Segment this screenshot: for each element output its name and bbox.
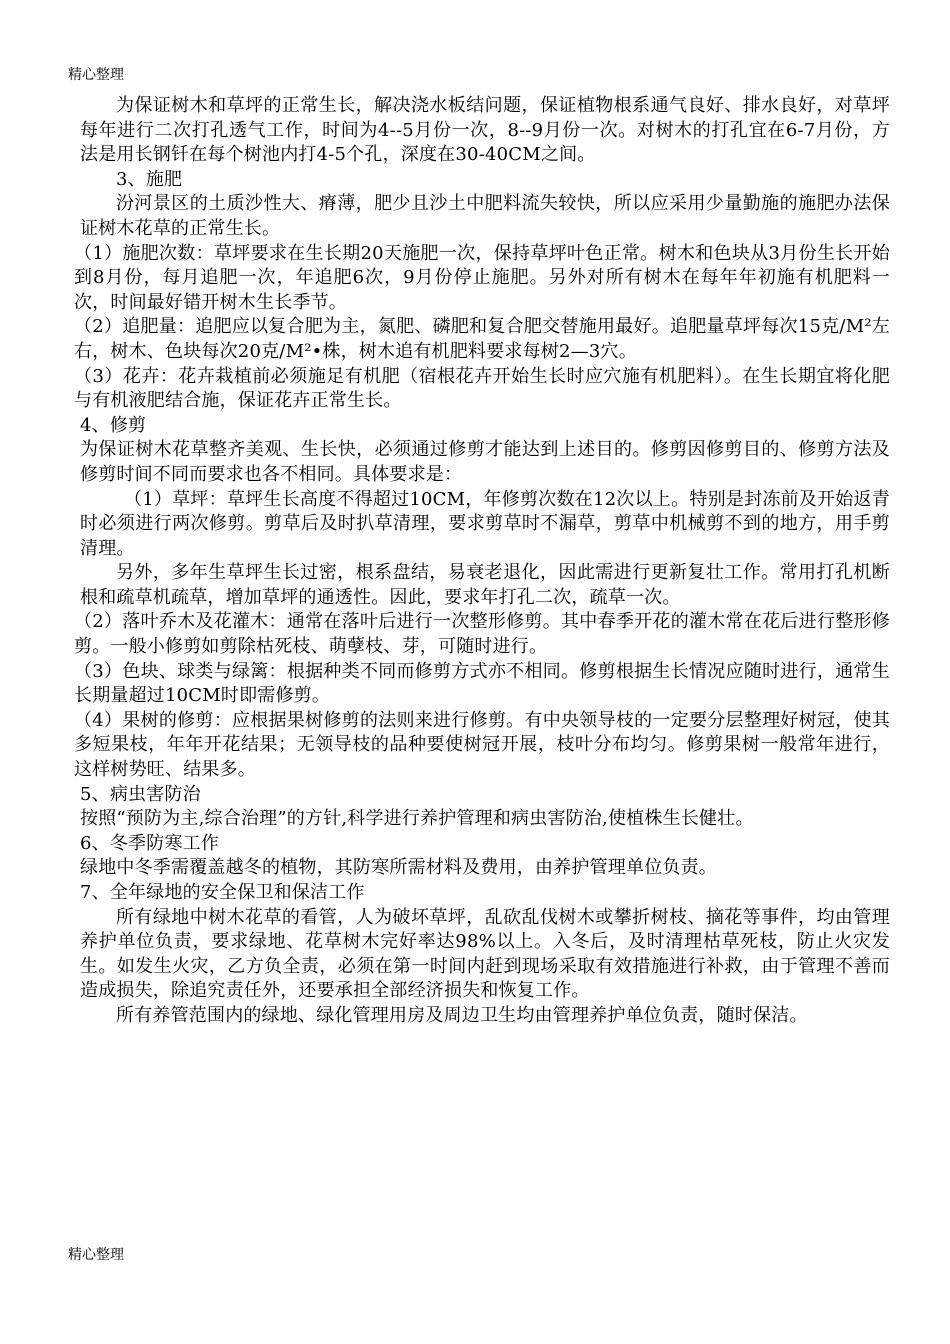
paragraph-lawn-pruning: （1）草坪：草坪生长高度不得超过10CM，年修剪次数在12次以上。特别是封冻前及开始返青时必须进行两次修剪。剪草后及时扒草清理，要求剪草时不漏草，剪草中机械剪不到的地方，用手剪清理。 [80,488,890,559]
section-heading-fertilizing: 3、施肥 [116,168,183,190]
paragraph-soil: 汾河景区的土质沙性大、瘠薄，肥少且沙土中肥料流失较快，所以应采用少量勤施的施肥办法保证树木花草的正常生长。 [80,193,890,239]
page-header: 精心整理 [68,67,124,83]
paragraph-fertilizer-amount: （2）追肥量：追肥应以复合肥为主，氮肥、磷肥和复合肥交替施用最好。追肥量草坪每次15克/M²左右，树木、色块每次20克/M²•株，树木追有机肥料要求每树2—3穴。 [74,316,890,362]
paragraph-lawn-renewal: 另外，多年生草坪生长过密，根系盘结，易衰老退化，因此需进行更新复壮工作。常用打孔机断根和疏草机疏草，增加草坪的通透性。因此，要求年打孔二次，疏草一次。 [80,562,890,608]
paragraph-deciduous-trees: （2）落叶乔木及花灌木：通常在落叶后进行一次整形修剪。其中春季开花的灌木常在花后进行整形修剪。一般小修剪如剪除枯死枝、萌孽枝、芽，可随时进行。 [74,611,890,658]
paragraph-aeration: 为保证树木和草坪的正常生长，解决浇水板结问题，保证植物根系通气良好、排水良好，对草坪每年进行二次打孔透气工作，时间为4--5月份一次，8--9月份一次。对树木的打孔宜在6-7月份，方法是用长钢钎在每个树池内打4-5个孔，深度在30-40CM之间。 [80,95,890,166]
section-heading-winter: 6、冬季防寒工作 [80,832,220,854]
section-heading-security: 7、全年绿地的安全保卫和保洁工作 [80,882,365,903]
paragraph-flowers: （3）花卉：花卉栽植前必须施足有机肥（宿根花卉开始生长时应穴施有机肥料）。在生长期宜将化肥与有机液肥结合施，保证花卉正常生长。 [74,365,890,412]
paragraph-pest-control: 按照“预防为主,综合治理”的方针,科学进行养护管理和病虫害防治,使植株生长健壮。 [80,808,754,830]
paragraph-pruning-intro: 为保证树木花草整齐美观、生长快，必须通过修剪才能达到上述目的。修剪因修剪目的、修剪方法及修剪时间不同而要求也各不相同。具体要求是： [80,439,890,485]
paragraph-cleaning: 所有养管范围内的绿地、绿化管理用房及周边卫生均由管理养护单位负责，随时保洁。 [116,1004,808,1026]
page-footer: 精心整理 [68,1247,124,1263]
section-heading-pest-control: 5、病虫害防治 [80,783,201,805]
paragraph-fruit-trees: （4）果树的修剪：应根据果树修剪的法则来进行修剪。有中央领导枝的一定要分层整理好树冠，使其多短果枝，年年开花结果；无领导枝的品种要使树冠开展，枝叶分布均匀。修剪果树一般常年进行，这样树势旺、结果多。 [74,709,890,781]
document-body [74,94,890,1029]
paragraph-fertilizing-frequency: （1）施肥次数：草坪要求在生长期20天施肥一次，保持草坪叶色正常。树木和色块从3月份生长开始到8月份，每月追肥一次，年追肥6次，9月份停止施肥。另外对所有树木在每年年初施有机肥料一次，时间最好错开树木生长季节。 [74,242,890,313]
paragraph-security: 所有绿地中树木花草的看管，人为破坏草坪，乱砍乱伐树木或攀折树枝、摘花等事件，均由管理养护单位负责，要求绿地、花草树木完好率达98%以上。入冬后，及时清理枯草死枝，防止火灾发生。如发生火灾，乙方负全责，必须在第一时间内赶到现场采取有效措施进行补救，由于管理不善而造成损失，除追究责任外，还要承担全部经济损失和恢复工作。 [80,906,890,1002]
paragraph-hedges: （3）色块、球类与绿篱：根据种类不同而修剪方式亦不相同。修剪根据生长情况应随时进行，通常生长期量超过10CM时即需修剪。 [74,660,890,707]
section-heading-pruning: 4、修剪 [80,414,147,436]
paragraph-winter: 绿地中冬季需覆盖越冬的植物，其防寒所需材料及费用，由养护管理单位负责。 [80,857,717,879]
